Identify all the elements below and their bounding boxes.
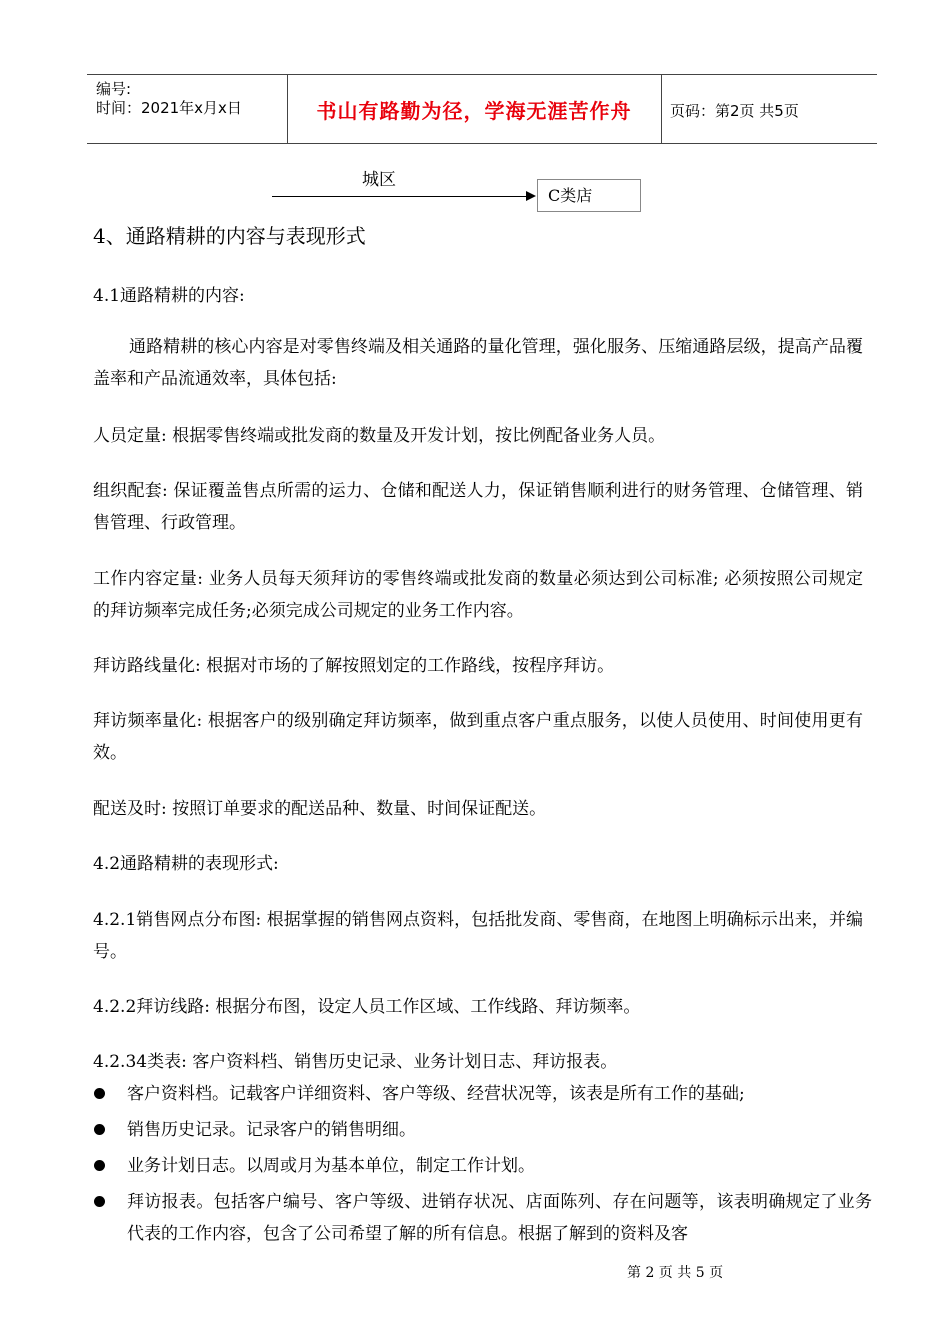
bullet-icon [94,1088,105,1099]
form-item-visit-route: 4.2.2拜访线路: 根据分布图，设定人员工作区域、工作线路、拜访频率。 [93,997,641,1017]
bullet-item-business-plan: 业务计划日志。以周或月为基本单位，制定工作计划。 [127,1156,535,1176]
document-number-label: 编号: [96,80,132,98]
form-item-distribution-map: 4.2.1销售网点分布图: 根据掌握的销售网点资料，包括批发商、零售商，在地图上明确标示出来，并编号。 [93,910,863,962]
content-item-organization: 组织配套: 保证覆盖售点所需的运力、仓储和配送人力，保证销售顺利进行的财务管理、仓储管理、销售管理、行政管理。 [93,481,863,533]
page-header [87,74,877,144]
bullet-icon [94,1196,105,1207]
content-item-staffing: 人员定量: 根据零售终端或批发商的数量及开发计划，按比例配备业务人员。 [93,426,666,446]
header-motto-cell [287,75,662,143]
header-motto: 书山有路勤为径，学海无涯苦作舟 [316,99,632,123]
intro-paragraph: 通路精耕的核心内容是对零售终端及相关通路的量化管理，强化服务、压缩通路层级，提高产品覆盖率和产品流通效率，具体包括: [93,337,863,389]
bullet-icon [94,1160,105,1171]
content-item-route: 拜访路线量化: 根据对市场的了解按照划定的工作路线，按程序拜访。 [93,656,615,676]
diagram-area-label: 城区 [362,170,396,190]
diagram-arrow-head-icon [526,191,536,201]
form-item-four-tables: 4.2.34类表: 客户资料档、销售历史记录、业务计划日志、拜访报表。 [93,1052,618,1072]
content-item-frequency: 拜访频率量化: 根据客户的级别确定拜访频率，做到重点客户重点服务，以使人员使用、时间使用更有效。 [93,711,863,763]
bullet-item-customer-file: 客户资料档。记载客户详细资料、客户等级、经营状况等，该表是所有工作的基础; [127,1084,745,1104]
bullet-item-visit-report: 拜访报表。包括客户编号、客户等级、进销存状况、店面陈列、存在问题等，该表明确规定了业务代表的工作内容，包含了公司希望了解的所有信息。根据了解到的资料及客 [127,1192,872,1244]
diagram-arrow-line [272,196,527,197]
header-meta-cell [87,75,288,143]
subsection-title-content: 4.1通路精耕的内容: [93,286,245,306]
page-footer: 第 2 页 共 5 页 [627,1265,724,1281]
content-item-delivery: 配送及时: 按照订单要求的配送品种、数量、时间保证配送。 [93,799,547,819]
diagram-store-box: C类店 [537,179,641,212]
header-page-cell [661,75,877,143]
header-page-code: 页码：第2页 共5页 [670,102,799,120]
content-item-workload: 工作内容定量: 业务人员每天须拜访的零售终端或批发商的数量必须达到公司标准; 必须按照公司规定的拜访频率完成任务;必须完成公司规定的业务工作内容。 [93,569,863,621]
document-time-label: 时间：2021年x月x日 [96,99,242,117]
bullet-icon [94,1124,105,1135]
subsection-title-forms: 4.2通路精耕的表现形式: [93,854,279,874]
bullet-item-sales-history: 销售历史记录。记录客户的销售明细。 [127,1120,416,1140]
section-heading: 4、通路精耕的内容与表现形式 [93,224,366,248]
